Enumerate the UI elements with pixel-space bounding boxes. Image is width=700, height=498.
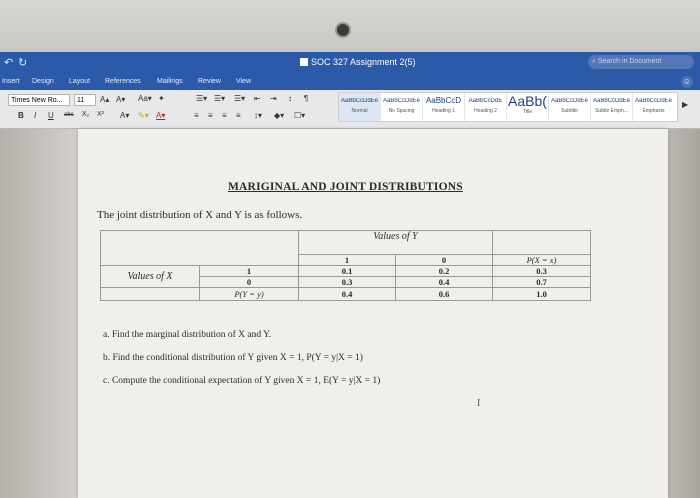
numbering-icon[interactable]: ☰▾: [214, 94, 226, 103]
strikethrough-button[interactable]: abc: [64, 112, 74, 118]
style-sample: AaBbCcDdEe: [634, 98, 673, 104]
style-normal[interactable]: [339, 93, 381, 121]
style-sample: AaBbCcDdE: [468, 98, 503, 104]
help-icon[interactable]: ☺: [682, 77, 692, 86]
tab-design[interactable]: Design: [32, 78, 54, 85]
x-value-0: 0: [200, 277, 299, 288]
search-placeholder: Search in Document: [597, 58, 662, 65]
styles-gallery: [338, 92, 678, 122]
cell-x0-y1: 0.3: [299, 277, 396, 288]
joint-distribution-table: [100, 230, 591, 301]
y-value-1: 1: [299, 255, 396, 266]
style-name: Heading 2: [474, 108, 497, 114]
style-name: Subtle Emph...: [595, 108, 628, 114]
document-page[interactable]: [78, 129, 668, 498]
style-sample: AaBbCcD: [425, 96, 462, 105]
title-bar: [0, 52, 700, 74]
shading-icon[interactable]: ◆▾: [274, 111, 285, 120]
font-size-select[interactable]: 11: [74, 94, 96, 106]
style-sample: AaBbCcDdEe: [592, 98, 631, 104]
font-name-select[interactable]: Times New Ro...: [8, 94, 70, 106]
style-heading-1[interactable]: [423, 93, 465, 121]
text-effects-icon[interactable]: A▾: [120, 111, 130, 120]
document-title-text: SOC 327 Assignment 2(5): [311, 57, 416, 67]
superscript-button[interactable]: X²: [97, 111, 104, 118]
y-value-0: 0: [396, 255, 493, 266]
style-heading-2[interactable]: [465, 93, 507, 121]
style-name: Subtitle: [561, 108, 578, 114]
cell-x1-y0: 0.2: [396, 266, 493, 277]
cell-x1-y1: 0.1: [299, 266, 396, 277]
style-subtle-emphasis[interactable]: [591, 93, 633, 121]
show-formatting-icon[interactable]: ¶: [304, 94, 309, 103]
text-cursor: I: [477, 398, 481, 409]
ribbon-tabs: [0, 74, 700, 90]
table-corner-cell: [101, 231, 299, 266]
search-input[interactable]: [588, 55, 694, 69]
values-of-y-header: Values of Y: [299, 231, 493, 255]
document-title: [300, 57, 416, 67]
subscript-button[interactable]: X₂: [82, 111, 90, 118]
align-right-icon[interactable]: ≡: [222, 111, 227, 120]
tab-mailings[interactable]: Mailings: [157, 78, 183, 85]
clear-format-icon[interactable]: ✦: [158, 94, 165, 103]
bold-button[interactable]: B: [18, 111, 24, 120]
laptop-bezel: [0, 0, 700, 52]
table-empty-cell: [101, 288, 200, 301]
style-name: No Spacing: [388, 108, 415, 114]
cell-x0-y0: 0.4: [396, 277, 493, 288]
tab-references[interactable]: References: [105, 78, 141, 85]
px-x1: 0.3: [493, 266, 591, 277]
style-no-spacing[interactable]: [381, 93, 423, 121]
change-case-icon[interactable]: Aa▾: [138, 94, 152, 103]
line-spacing-icon[interactable]: ↕▾: [254, 111, 263, 120]
decrease-indent-icon[interactable]: ⇤: [254, 94, 261, 103]
undo-icon[interactable]: ↶: [4, 57, 14, 69]
grow-font-button[interactable]: A▴: [100, 95, 110, 104]
style-subtitle[interactable]: [549, 93, 591, 121]
redo-icon[interactable]: ↻: [18, 57, 28, 69]
search-icon: ⌕: [592, 58, 596, 65]
tab-insert[interactable]: Insert: [2, 78, 20, 85]
style-name: Emphasis: [642, 108, 665, 114]
italic-button[interactable]: I: [34, 111, 37, 120]
highlight-icon[interactable]: ✎▾: [138, 111, 149, 120]
question-c: c. Compute the conditional expectation of Y given X = 1, E(Y = y|X = 1): [103, 376, 381, 386]
style-name: Heading 1: [432, 108, 455, 114]
font-color-icon[interactable]: A▾: [156, 111, 166, 120]
tab-layout[interactable]: Layout: [69, 78, 91, 85]
style-name: Title: [522, 109, 533, 115]
borders-icon[interactable]: ☐▾: [294, 111, 306, 120]
bullets-icon[interactable]: ☰▾: [196, 94, 208, 103]
style-title[interactable]: [507, 93, 549, 121]
tab-view[interactable]: View: [236, 78, 252, 85]
align-center-icon[interactable]: ≡: [208, 111, 213, 120]
question-b: b. Find the conditional distribution of Y given X = 1, P(Y = y|X = 1): [103, 353, 363, 363]
align-left-icon[interactable]: ≡: [194, 111, 199, 120]
justify-icon[interactable]: ≡: [236, 111, 241, 120]
tab-review[interactable]: Review: [198, 78, 221, 85]
style-sample: AaBbCcDdEe: [340, 98, 379, 104]
question-a: a. Find the marginal distribution of X and Y.: [103, 330, 272, 340]
style-sample: AaBb(: [508, 93, 547, 109]
page-heading: MARIGINAL AND JOINT DISTRIBUTIONS: [228, 181, 463, 193]
px-header: P(X = x): [493, 255, 591, 266]
style-sample: AaBbCcDdEe: [382, 98, 421, 104]
style-sample: AaBbCcDdEe: [550, 98, 589, 104]
total-probability: 1.0: [493, 288, 591, 301]
multilevel-list-icon[interactable]: ☰▾: [234, 94, 246, 103]
py-y1: 0.4: [299, 288, 396, 301]
increase-indent-icon[interactable]: ⇥: [270, 94, 277, 103]
underline-button[interactable]: U: [48, 111, 54, 120]
styles-more-icon[interactable]: ▶: [682, 100, 689, 109]
webcam-icon: [337, 24, 349, 36]
values-of-x-label: Values of X: [101, 266, 200, 288]
ribbon: [0, 90, 700, 129]
intro-paragraph: The joint distribution of X and Y is as follows.: [97, 209, 303, 221]
sort-icon[interactable]: ↕: [288, 94, 292, 103]
style-name: Normal: [351, 108, 368, 114]
style-emphasis[interactable]: [633, 93, 674, 121]
py-y0: 0.6: [396, 288, 493, 301]
table-header-cell: [493, 231, 591, 255]
shrink-font-button[interactable]: A▾: [116, 95, 126, 104]
document-icon: [300, 58, 308, 66]
px-x0: 0.7: [493, 277, 591, 288]
py-label: P(Y = y): [200, 288, 299, 301]
x-value-1: 1: [200, 266, 299, 277]
